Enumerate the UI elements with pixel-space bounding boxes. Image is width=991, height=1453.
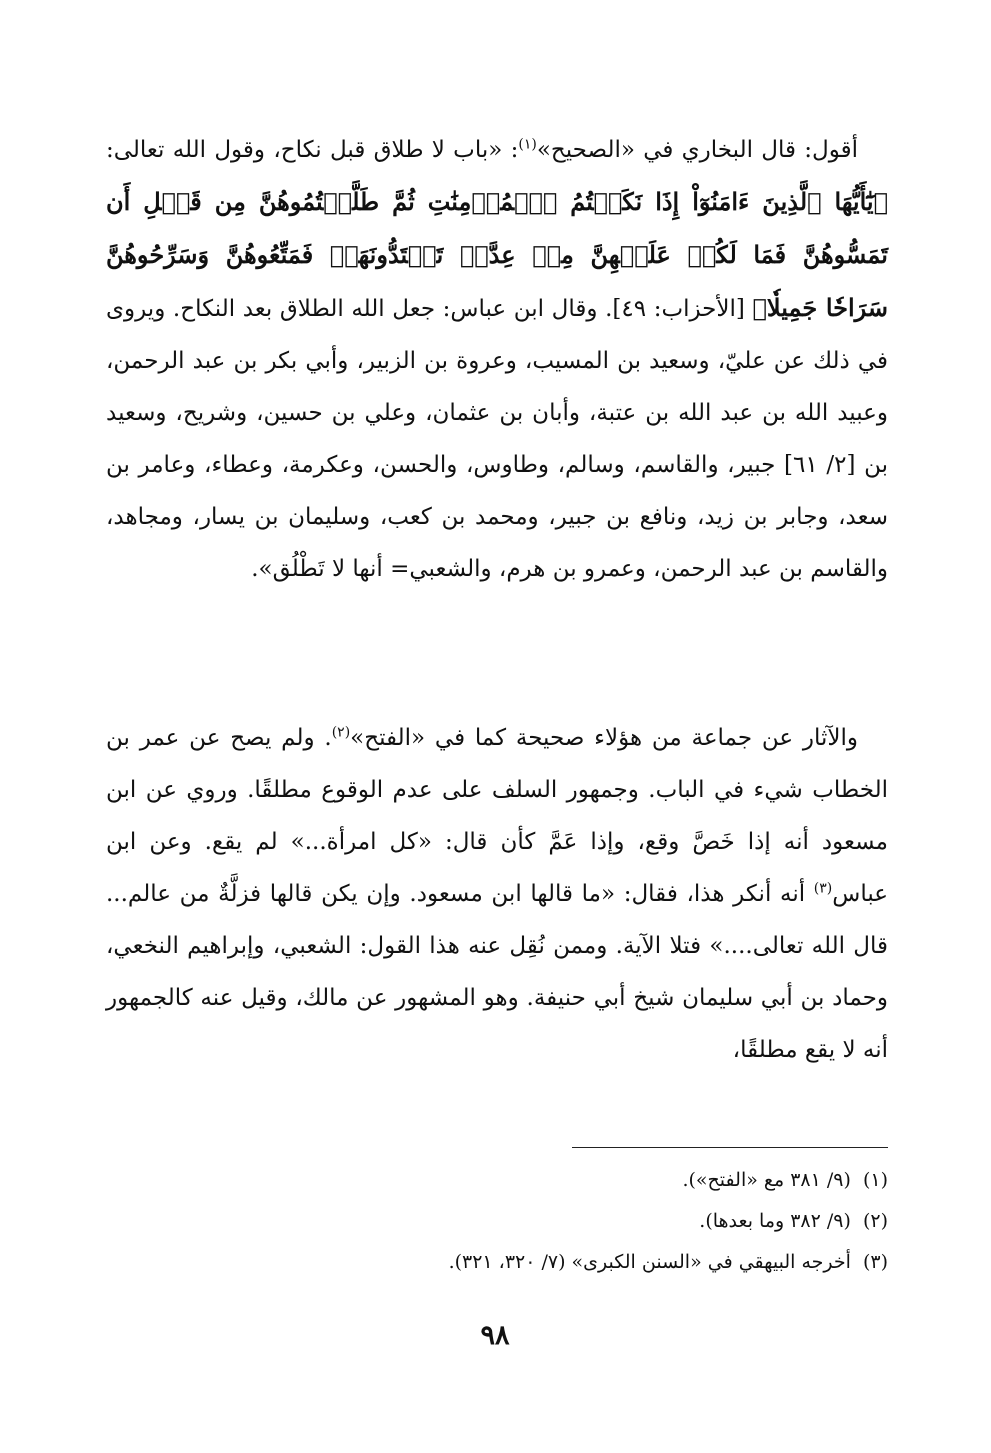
footnote-number: (١) bbox=[862, 1169, 888, 1191]
footnote-ref-1: (١) bbox=[518, 136, 537, 153]
footnote-ref-3: (٣) bbox=[813, 880, 833, 897]
footnote-ref-2: (٢) bbox=[331, 724, 351, 741]
footnote-3 bbox=[150, 1242, 888, 1283]
footnotes bbox=[150, 1160, 888, 1283]
paragraph-1-lead: أقول: قال البخاري في «الصحيح» bbox=[536, 137, 858, 163]
footnote-text: (٩/ ٣٨١ مع «الفتح»). bbox=[682, 1169, 851, 1191]
footnote-number: (٣) bbox=[862, 1251, 888, 1273]
paragraph-2-middle: . ولم يصح عن عمر بن الخطاب شيء في الباب. وجمهور السلف على عدم الوقوع مطلقًا. وروي عن ابن مسعود أنه إذا خَصَّ وقع، وإذا عَمَّ كأن قال: «كل امرأة...» لم يقع. وعن ابن عباس bbox=[106, 725, 888, 907]
footnote-divider bbox=[572, 1147, 888, 1148]
main-paragraph-1 bbox=[106, 124, 888, 595]
paragraph-2-rest: أنه أنكر هذا، فقال: «ما قالها ابن مسعود. وإن يكن قالها فزلَّةٌ من عالم... قال الله تعالى....» فتلا الآية. وممن نُقِل عنه هذا القول: الشعبي، وإبراهيم النخعي، وحماد بن أبي سليمان شيخ أبي حنيفة. وهو المشهور عن مالك، وقيل عنه كالجمهور أنه لا يقع مطلقًا، bbox=[106, 881, 888, 1063]
main-paragraph-2 bbox=[106, 712, 888, 1076]
footnote-text: (٩/ ٣٨٢ وما بعدها). bbox=[699, 1210, 851, 1232]
paragraph-2-lead: والآثار عن جماعة من هؤلاء صحيحة كما في «الفتح» bbox=[350, 725, 858, 751]
paragraph-1-rest: [الأحزاب: ٤٩]. وقال ابن عباس: جعل الله الطلاق بعد النكاح. ويروى في ذلك عن عليّ، وسعيد بن المسيب، وعروة بن الزبير، وأبي بكر بن عبد الرحمن، وعبيد الله بن عبد الله بن عتبة، وأبان بن عثمان، وعلي بن حسين، وشريح، وسعيد بن [٢/ ٦١] جبير، والقاسم، وسالم، وطاوس، والحسن، وعكرمة، وعطاء، وعامر بن سعد، وجابر بن زيد، ونافع بن جبير، ومحمد بن كعب، وسليمان بن يسار، ومجاهد، والقاسم بن عبد الرحمن، وعمرو بن هرم، والشعبي= أنها لا تَطْلُق». bbox=[106, 296, 889, 582]
paragraph-1-intro: : «باب لا طلاق قبل نكاح، وقول الله تعالى: bbox=[106, 137, 519, 163]
quran-verse: ﴿يَٰٓأَيُّهَا ٱلَّذِينَ ءَامَنُوٓاْ إِذَا نَكَحۡتُمُ ٱلۡمُؤۡمِنَٰتِ ثُمَّ طَلَّقۡتُمُوهُنَّ مِن قَبۡلِ أَن تَمَسُّوهُنَّ فَمَا لَكُمۡ عَلَيۡهِنَّ مِنۡ عِدَّةٖ تَعۡتَدُّونَهَاۖ فَمَتِّعُوهُنَّ وَسَرِّحُوهُنَّ سَرَاحٗا جَمِيلٗا﴾ bbox=[106, 187, 888, 322]
footnote-1 bbox=[150, 1160, 888, 1201]
footnote-number: (٢) bbox=[862, 1210, 888, 1232]
footnote-text: أخرجه البيهقي في «السنن الكبرى» (٧/ ٣٢٠، ٣٢١). bbox=[448, 1251, 851, 1273]
page-number: ٩٨ bbox=[480, 1320, 510, 1351]
footnote-2 bbox=[150, 1201, 888, 1242]
